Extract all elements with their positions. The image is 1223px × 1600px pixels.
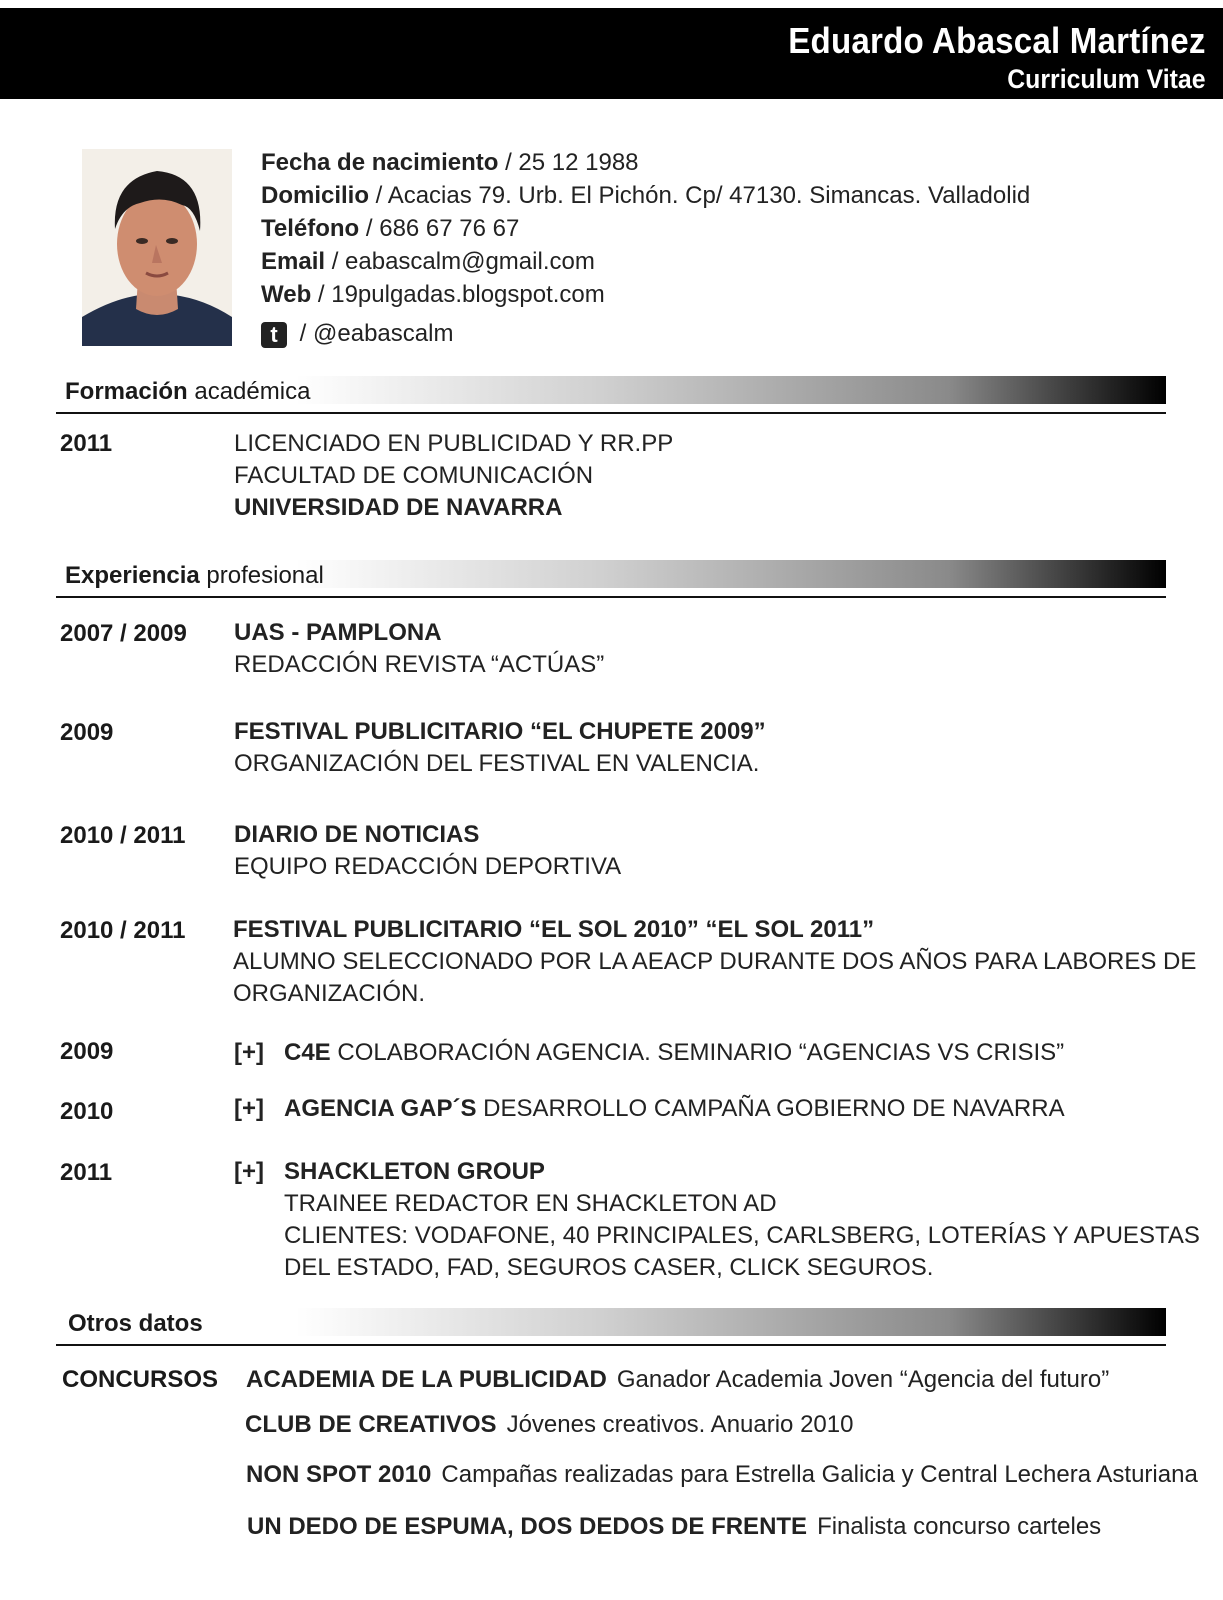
contests-label: CONCURSOS <box>62 1366 219 1393</box>
experience-entry <box>234 617 604 681</box>
web-value: / 19pulgadas.blogspot.com <box>311 281 605 308</box>
section-divider <box>56 412 1166 414</box>
birth-date-value: / 25 12 1988 <box>498 149 639 176</box>
experience-entry <box>233 914 1196 1010</box>
address-row <box>261 179 1030 212</box>
section-other <box>56 1308 1166 1348</box>
experience-title: FESTIVAL PUBLICITARIO “EL SOL 2010” “EL SOL 2011” <box>233 916 875 943</box>
contest-item <box>246 1366 1109 1394</box>
contest-item <box>245 1411 853 1439</box>
contest-desc: Finalista concurso carteles <box>817 1513 1102 1540</box>
personal-info <box>261 146 1030 350</box>
section-gradient-bar <box>296 376 1166 404</box>
section-gradient-bar <box>296 1308 1166 1336</box>
contest-desc: Campañas realizadas para Estrella Galicia y Central Lechera Asturiana <box>441 1461 1198 1488</box>
experience-year: 2009 <box>60 1038 114 1065</box>
faculty: FACULTAD DE COMUNICACIÓN <box>234 462 594 489</box>
experience-desc: ALUMNO SELECCIONADO POR LA AEACP DURANTE DOS AÑOS PARA LABORES DE <box>233 948 1197 975</box>
education-year: 2011 <box>60 430 113 457</box>
profile-photo <box>82 149 232 346</box>
contest-item <box>246 1461 1198 1489</box>
twitter-icon: t <box>261 322 287 348</box>
section-experience <box>56 560 1166 600</box>
contest-name: NON SPOT 2010 <box>246 1461 432 1488</box>
email-value: / eabascalm@gmail.com <box>325 248 595 275</box>
section-title: Formación académica <box>65 378 311 405</box>
contest-name: ACADEMIA DE LA PUBLICIDAD <box>246 1366 607 1393</box>
section-divider <box>56 596 1166 598</box>
experience-desc: COLABORACIÓN AGENCIA. SEMINARIO “AGENCIAS VS CRISIS” <box>330 1039 1065 1066</box>
plus-marker: [+] <box>234 1095 264 1122</box>
twitter-value: / @eabascalm <box>293 320 454 347</box>
experience-title: UAS - PAMPLONA <box>234 619 442 646</box>
twitter-row <box>261 317 1030 350</box>
section-divider <box>56 1344 1166 1346</box>
experience-entry <box>234 1156 1200 1284</box>
birth-date-row <box>261 146 1030 179</box>
phone-row <box>261 212 1030 245</box>
header-banner <box>0 8 1223 99</box>
experience-desc: DEL ESTADO, FAD, SEGUROS CASER, CLICK SEGUROS. <box>284 1254 934 1281</box>
experience-entry <box>234 716 766 780</box>
experience-year: 2010 <box>60 1098 114 1125</box>
address-value: / Acacias 79. Urb. El Pichón. Cp/ 47130. Simancas. Valladolid <box>369 182 1031 209</box>
section-education <box>56 376 1166 416</box>
plus-marker: [+] <box>234 1158 264 1185</box>
portrait-image <box>82 149 232 346</box>
education-entry <box>234 428 673 524</box>
experience-year: 2010 / 2011 <box>60 917 186 944</box>
email-label: Email <box>261 248 326 275</box>
experience-title: C4E <box>284 1039 331 1066</box>
experience-desc: ORGANIZACIÓN. <box>233 980 426 1007</box>
degree: LICENCIADO EN PUBLICIDAD Y RR.PP <box>234 430 674 457</box>
experience-year: 2009 <box>60 719 114 746</box>
phone-label: Teléfono <box>261 215 360 242</box>
experience-year: 2010 / 2011 <box>60 822 186 849</box>
document-subtitle: Curriculum Vitae <box>1007 64 1206 94</box>
experience-desc: ORGANIZACIÓN DEL FESTIVAL EN VALENCIA. <box>234 750 760 777</box>
experience-entry <box>234 1093 1065 1125</box>
experience-desc: EQUIPO REDACCIÓN DEPORTIVA <box>234 853 622 880</box>
experience-desc: CLIENTES: VODAFONE, 40 PRINCIPALES, CARLSBERG, LOTERÍAS Y APUESTAS <box>284 1222 1200 1249</box>
experience-desc: DESARROLLO CAMPAÑA GOBIERNO DE NAVARRA <box>476 1095 1065 1122</box>
contest-item <box>247 1513 1101 1541</box>
section-title: Otros datos <box>68 1310 203 1337</box>
contest-name: UN DEDO DE ESPUMA, DOS DEDOS DE FRENTE <box>247 1513 808 1540</box>
experience-title: SHACKLETON GROUP <box>284 1158 545 1185</box>
section-title: Experiencia profesional <box>65 562 324 589</box>
address-label: Domicilio <box>261 182 370 209</box>
contest-desc: Ganador Academia Joven “Agencia del futuro” <box>616 1366 1110 1393</box>
experience-entry <box>234 819 621 883</box>
experience-title: AGENCIA GAP´S <box>284 1095 477 1122</box>
experience-desc: TRAINEE REDACTOR EN SHACKLETON AD <box>284 1190 777 1217</box>
section-gradient-bar <box>296 560 1166 588</box>
email-row <box>261 245 1030 278</box>
person-name: Eduardo Abascal Martínez <box>788 20 1206 61</box>
phone-value: / 686 67 76 67 <box>359 215 520 242</box>
contest-name: CLUB DE CREATIVOS <box>245 1411 497 1438</box>
plus-marker: [+] <box>234 1039 264 1066</box>
experience-year: 2007 / 2009 <box>60 620 187 647</box>
experience-title: DIARIO DE NOTICIAS <box>234 821 480 848</box>
web-row <box>261 278 1030 311</box>
university: UNIVERSIDAD DE NAVARRA <box>234 494 563 521</box>
experience-title: FESTIVAL PUBLICITARIO “EL CHUPETE 2009” <box>234 718 766 745</box>
experience-entry <box>234 1037 1064 1069</box>
contest-desc: Jóvenes creativos. Anuario 2010 <box>506 1411 854 1438</box>
birth-date-label: Fecha de nacimiento <box>261 149 499 176</box>
experience-year: 2011 <box>60 1159 113 1186</box>
web-label: Web <box>261 281 312 308</box>
experience-desc: REDACCIÓN REVISTA “ACTÚAS” <box>234 651 605 678</box>
